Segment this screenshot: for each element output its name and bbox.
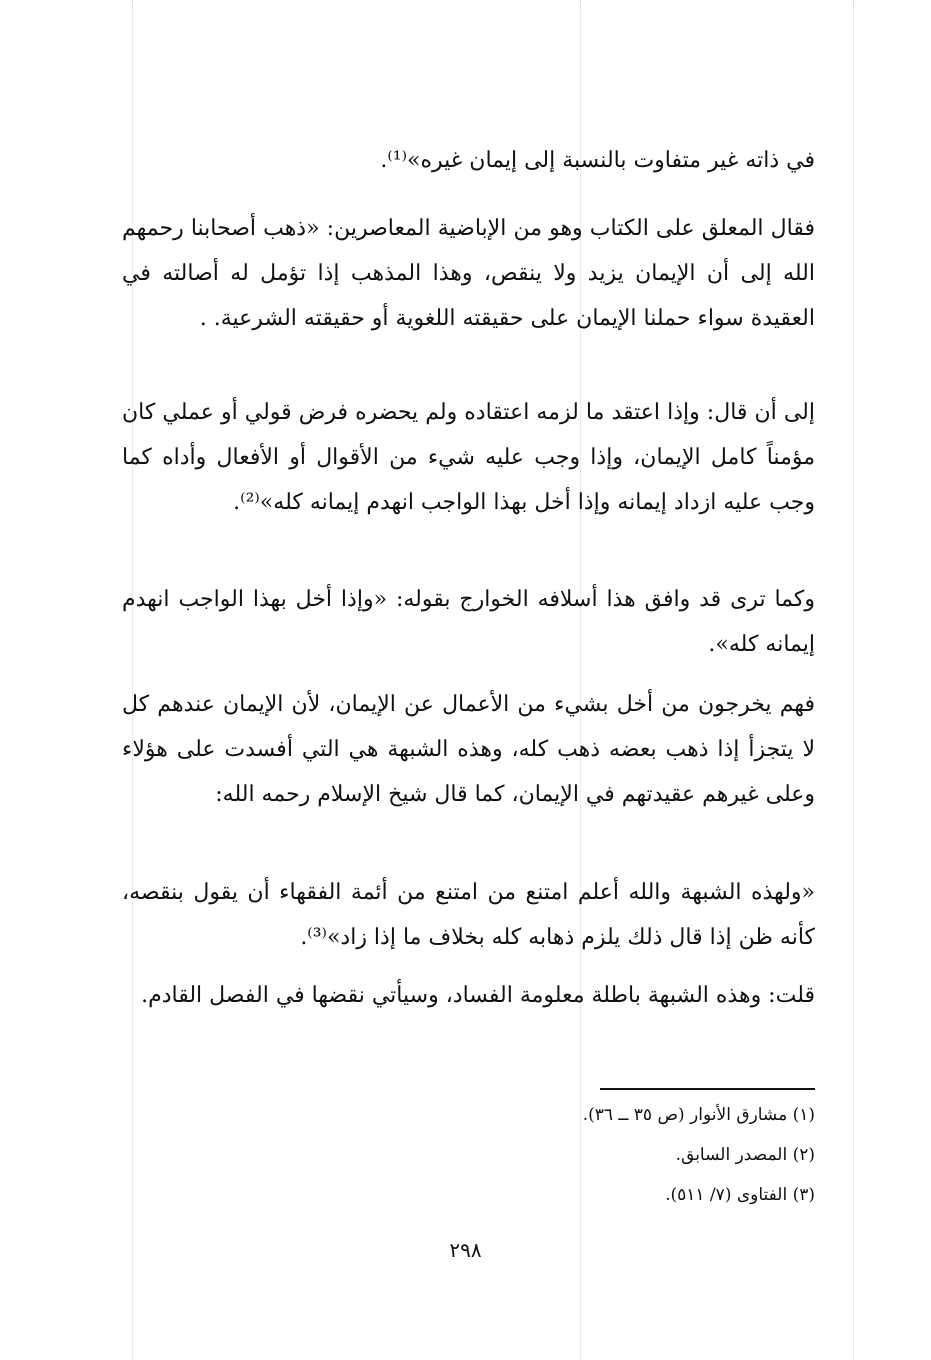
paragraph-3: إلى أن قال: وإذا اعتقد ما لزمه اعتقاده ولم يحضره فرض قولي أو عملي كان مؤمناً كامل الإيمان، وإذا وجب عليه شيء من الأقوال أو الأفعال وأداه كما وجب عليه ازداد إيمانه وإذا أخل بهذا الواجب انهدم إيمانه كله»⁽²⁾.	[122, 400, 815, 515]
paragraph-2: فقال المعلق على الكتاب وهو من الإباضية المعاصرين: «ذهب أصحابنا رحمهم الله إلى أن الإيمان يزيد ولا ينقص، وهذا المذهب إذا تؤمل له أصالته في العقيدة سواء حملنا الإيمان على حقيقته اللغوية أو حقيقته الشرعية. .	[122, 216, 815, 331]
paragraph-6: «ولهذه الشبهة والله أعلم امتنع من امتنع من أئمة الفقهاء أن يقول بنقصه، كأنه ظن إذا قال ذلك يلزم ذهابه كله بخلاف ما إذا زاد»⁽³⁾.	[122, 880, 815, 950]
footnote-separator	[600, 1088, 815, 1090]
footnote-2: (٢) المصدر السابق.	[675, 1145, 815, 1165]
paragraph-5: فهم يخرجون من أخل بشيء من الأعمال عن الإيمان، لأن الإيمان عندهم كل لا يتجزأ إذا ذهب بعضه ذهب كله، وهذه الشبهة هي التي أفسدت على هؤلاء وعلى غيرهم عقيدتهم في الإيمان، كما قال شيخ الإسلام رحمه الله:	[122, 692, 815, 807]
paragraph-4: وكما ترى قد وافق هذا أسلافه الخوارج بقوله: «وإذا أخل بهذا الواجب انهدم إيمانه كله».	[122, 587, 815, 657]
footnote-3: (٣) الفتاوى (٧/ ٥١١).	[665, 1185, 815, 1205]
scan-artifact-line	[853, 0, 854, 1360]
paragraph-1: في ذاته غير متفاوت بالنسبة إلى إيمان غيره»⁽¹⁾.	[380, 148, 815, 173]
scan-artifact-line	[132, 0, 133, 1360]
paragraph-7: قلت: وهذه الشبهة باطلة معلومة الفساد، وسيأتي نقضها في الفصل القادم.	[141, 983, 815, 1008]
footnote-1: (١) مشارق الأنوار (ص ٣٥ ــ ٣٦).	[582, 1105, 815, 1125]
page-number: ٢٩٨	[449, 1238, 482, 1262]
